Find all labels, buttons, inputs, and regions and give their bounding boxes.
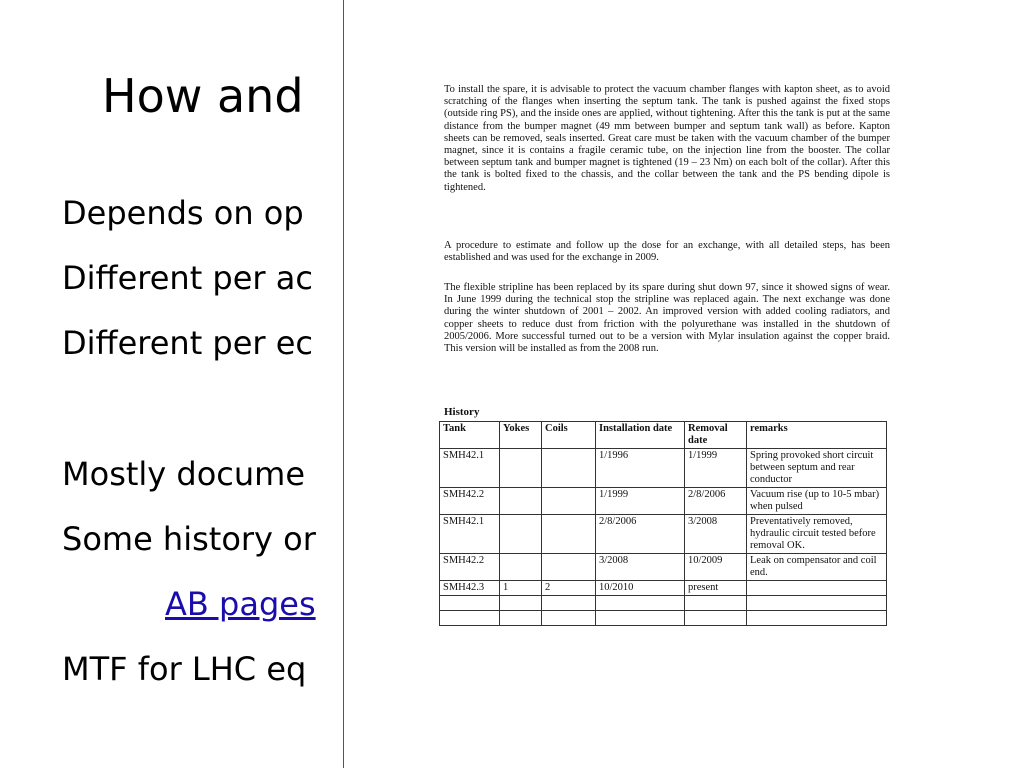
table-cell bbox=[542, 449, 596, 488]
table-cell: Spring provoked short circuit between septum and rear conductor bbox=[747, 449, 887, 488]
table-cell bbox=[542, 596, 596, 611]
column-header: Yokes bbox=[500, 422, 542, 449]
table-cell bbox=[596, 611, 685, 626]
table-cell: 2/8/2006 bbox=[685, 488, 747, 515]
bullet-text: Mostly docume bbox=[62, 455, 306, 493]
table-cell: 1/1999 bbox=[685, 449, 747, 488]
column-header: Coils bbox=[542, 422, 596, 449]
table-cell bbox=[500, 554, 542, 581]
column-header: remarks bbox=[747, 422, 887, 449]
table-cell: Preventatively removed, hydraulic circuit tested before removal OK. bbox=[747, 515, 887, 554]
table-row bbox=[440, 488, 887, 515]
table-cell bbox=[596, 596, 685, 611]
table-cell: SMH42.2 bbox=[440, 554, 500, 581]
bullet-text: Depends on op bbox=[62, 194, 304, 232]
table-cell bbox=[440, 611, 500, 626]
table-cell bbox=[542, 611, 596, 626]
bullet-text: Different per ec bbox=[62, 324, 314, 362]
table-cell: 10/2010 bbox=[596, 581, 685, 596]
table-cell: SMH42.1 bbox=[440, 449, 500, 488]
table-cell: 1/1999 bbox=[596, 488, 685, 515]
table-row-empty bbox=[440, 596, 887, 611]
doc-paragraph-install: To install the spare, it is advisable to protect the vacuum chamber flanges with kapton sheet, as to avoid scratching of the flanges when inserting the septum tank. The tank is pushed against the fixed stops (outside ring PS), and the inside ones are applied, without tightening. After this the tank is put at the same distance from the bumper magnet (49 mm between bumper and septum tank wall) as before. Kapton sheets can be removed, seals inserted. Great care must be taken with the vacuum chamber of the bumper magnet, since it is contains a fragile ceramic tube, on the injection line from the booster. The collar between septum tank and bumper magnet is tightened (19 – 23 Nm) on each bolt of the collar). After this the tank is bolted fixed to the chassis, and the collar between the tank and the PS bending dipole is tightened. bbox=[444, 84, 890, 193]
document-excerpt-image bbox=[343, 0, 1024, 768]
doc-paragraph-dose: A procedure to estimate and follow up the dose for an exchange, with all detailed steps, has been established and was used for the exchange in 2009. bbox=[444, 240, 890, 264]
table-row-empty bbox=[440, 611, 887, 626]
table-cell: SMH42.1 bbox=[440, 515, 500, 554]
table-cell bbox=[747, 581, 887, 596]
table-cell bbox=[500, 515, 542, 554]
table-cell bbox=[542, 554, 596, 581]
table-cell: Leak on compensator and coil end. bbox=[747, 554, 887, 581]
doc-paragraph-stripline: The flexible stripline has been replaced by its spare during shut down 97, since it showed signs of wear. In June 1999 during the technical stop the stripline was replaced again. The next exchange was done during the winter shutdown of 2001 – 2002. An improved version with added cooling radiators, and copper sheets to reduce dust from friction with the polyurethane was installed in the shutdown of 2005/2006. More successful turned out to be a version with Mylar insulation against the copper braid. This version will be installed as from the 2008 run. bbox=[444, 282, 890, 355]
table-cell bbox=[440, 596, 500, 611]
table-cell: Vacuum rise (up to 10-5 mbar) when pulsed bbox=[747, 488, 887, 515]
table-cell bbox=[542, 515, 596, 554]
bullet-text: Different per ac bbox=[62, 259, 313, 297]
column-header: Removal date bbox=[685, 422, 747, 449]
table-cell: 3/2008 bbox=[685, 515, 747, 554]
table-cell bbox=[747, 596, 887, 611]
ab-pages-link[interactable]: AB pages bbox=[165, 585, 316, 623]
table-cell bbox=[500, 488, 542, 515]
table-cell: SMH42.2 bbox=[440, 488, 500, 515]
bullet-text: MTF for LHC eq bbox=[62, 650, 307, 688]
table-cell bbox=[685, 596, 747, 611]
column-header: Tank bbox=[440, 422, 500, 449]
history-heading: History bbox=[444, 406, 480, 418]
table-row bbox=[440, 515, 887, 554]
table-cell bbox=[685, 611, 747, 626]
table-cell: 2/8/2006 bbox=[596, 515, 685, 554]
table-cell: 10/2009 bbox=[685, 554, 747, 581]
table-cell bbox=[500, 449, 542, 488]
table-cell: present bbox=[685, 581, 747, 596]
column-header: Installation date bbox=[596, 422, 685, 449]
history-header-row bbox=[440, 422, 887, 449]
table-cell bbox=[542, 488, 596, 515]
table-cell bbox=[500, 596, 542, 611]
table-cell: SMH42.3 bbox=[440, 581, 500, 596]
table-row bbox=[440, 581, 887, 596]
table-cell bbox=[500, 611, 542, 626]
table-cell: 1/1996 bbox=[596, 449, 685, 488]
slide-title: How and bbox=[102, 69, 304, 123]
table-cell: 2 bbox=[542, 581, 596, 596]
history-table bbox=[439, 421, 887, 626]
table-row bbox=[440, 554, 887, 581]
table-row bbox=[440, 449, 887, 488]
table-cell bbox=[747, 611, 887, 626]
table-cell: 1 bbox=[500, 581, 542, 596]
bullet-text: Some history or bbox=[62, 520, 316, 558]
table-cell: 3/2008 bbox=[596, 554, 685, 581]
